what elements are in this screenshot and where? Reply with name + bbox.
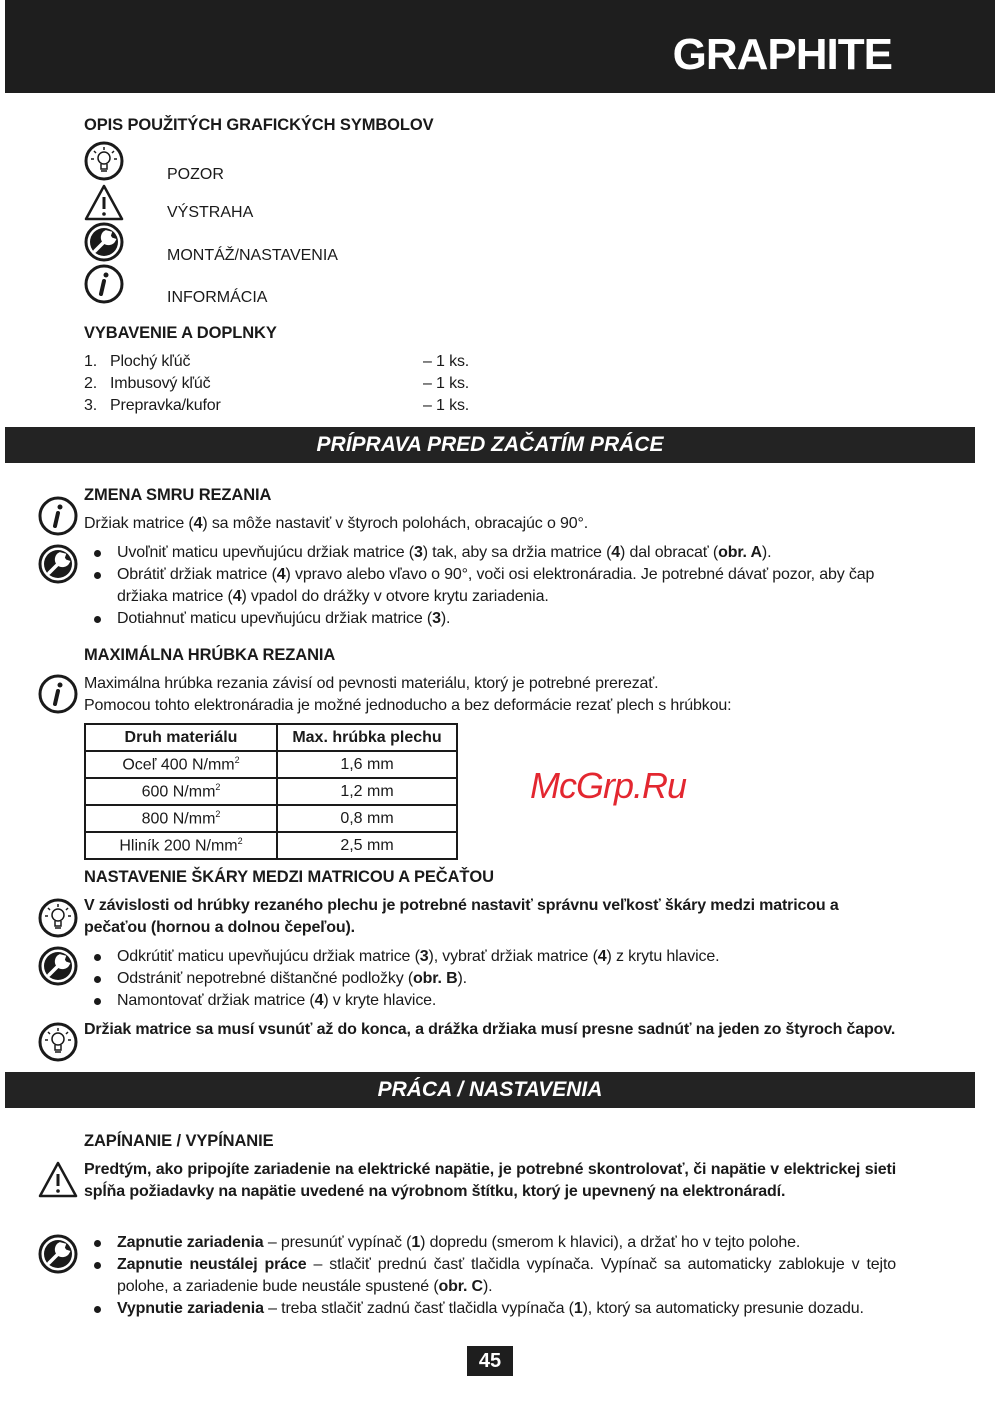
text-segment: – stlačiť prednú časť tlačidla vypínača. Vypínač sa automaticky zablokuje v tejto polohe, a zariadenie bude neustále spustené ( bbox=[117, 1256, 897, 1295]
text-segment: ). bbox=[457, 970, 467, 987]
text-segment: – treba stlačiť zadnú časť tlačidla vypínača ( bbox=[263, 1300, 574, 1317]
symbol-label: VÝSTRAHA bbox=[167, 204, 254, 221]
text-line: Maximálna hrúbka rezania závisí od pevnosti materiálu, ktorý je potrebné prerezať. bbox=[84, 675, 659, 692]
bold-text: obr. A bbox=[718, 544, 762, 561]
bold-text: 3 bbox=[413, 544, 423, 561]
table-header-row bbox=[85, 724, 457, 751]
text-segment: ). bbox=[482, 1278, 493, 1295]
material-cell bbox=[85, 751, 277, 778]
list-item bbox=[94, 990, 896, 1012]
text-line: Pomocou tohto elektronáradia je možné jednoducho a bez deformácie rezať plech s hrúbkou: bbox=[84, 697, 732, 714]
list-item bbox=[84, 351, 484, 373]
item-name: Prepravka/kufor bbox=[110, 397, 221, 414]
gap-setting-steps bbox=[94, 946, 896, 1012]
switching-steps bbox=[94, 1232, 896, 1320]
watermark: McGrp.Ru bbox=[530, 765, 687, 806]
text-segment: Uvoľniť maticu upevňujúcu držiak matrice ( bbox=[117, 544, 414, 561]
bold-text: 4 bbox=[314, 992, 324, 1009]
wrench-icon bbox=[38, 544, 78, 584]
bold-text: obr. B bbox=[413, 970, 458, 987]
wrench-icon bbox=[84, 222, 124, 262]
list-item bbox=[94, 1232, 896, 1254]
equipment-heading: VYBAVENIE A DOPLNKY bbox=[84, 324, 277, 342]
text-segment: ) sa môže nastaviť v štyroch polohách, obracajúc o 90°. bbox=[202, 515, 589, 532]
warning-icon bbox=[38, 1160, 78, 1200]
equipment-list bbox=[84, 351, 484, 417]
table-row bbox=[85, 832, 457, 859]
superscript: 2 bbox=[237, 835, 243, 846]
wrench-icon bbox=[38, 946, 78, 986]
list-item bbox=[94, 946, 896, 968]
superscript: 2 bbox=[234, 754, 240, 765]
page-number: 45 bbox=[467, 1346, 513, 1376]
text-segment: ). bbox=[761, 544, 772, 561]
list-item bbox=[94, 542, 896, 564]
section-bar-operation: PRÁCA / NASTAVENIA bbox=[5, 1072, 975, 1108]
cut-direction-steps bbox=[94, 542, 896, 630]
text-segment: – presunúť vypínač ( bbox=[263, 1234, 412, 1251]
bold-text: 3 bbox=[432, 610, 441, 627]
bold-text: 4 bbox=[611, 544, 621, 561]
thickness-cell: 1,2 mm bbox=[277, 778, 457, 805]
list-item bbox=[84, 395, 484, 417]
item-number: 2. bbox=[84, 375, 98, 392]
text-segment: Namontovať držiak matrice ( bbox=[117, 992, 315, 1009]
cut-direction-heading: ZMENA SMRU REZANIA bbox=[84, 486, 272, 504]
bold-text: obr. C bbox=[438, 1278, 483, 1295]
text-segment: Obrátiť držiak matrice ( bbox=[117, 566, 277, 583]
text-segment: Odstrániť nepotrebné dištančné podložky ( bbox=[117, 970, 414, 987]
material-cell bbox=[85, 805, 277, 832]
material-text: Oceľ 400 N/mm bbox=[122, 756, 235, 774]
table-row bbox=[85, 751, 457, 778]
brand-logo: GRAPHITE bbox=[672, 30, 892, 79]
text-segment: ) tak, aby sa držia matrice ( bbox=[422, 544, 612, 561]
bold-text: Zapnutie zariadenia bbox=[117, 1234, 264, 1251]
item-qty: – 1 ks. bbox=[423, 397, 470, 414]
list-item bbox=[84, 373, 484, 395]
thickness-cell: 2,5 mm bbox=[277, 832, 457, 859]
item-qty: – 1 ks. bbox=[423, 375, 470, 392]
gap-setting-note: V závislosti od hrúbky rezaného plechu je potrebné nastaviť správnu veľkosť škáry medzi matricou a pečaťou (hornou a dolnou čepeľou). bbox=[84, 897, 839, 936]
switching-warning: Predtým, ako pripojíte zariadenie na elektrické napätie, je potrebné skontrolovať, či napätie v elektrickej sieti spĺňa požiadavky na napätie uvedené na výrobnom štítku, ktorý je upevnený na elektronáradí. bbox=[84, 1161, 896, 1200]
text-segment: ) z krytu hlavice. bbox=[606, 948, 720, 965]
bold-text: Vypnutie zariadenia bbox=[117, 1300, 264, 1317]
symbol-label: POZOR bbox=[167, 166, 224, 183]
item-number: 3. bbox=[84, 397, 98, 414]
text-segment: ) vpadol do drážky v otvore krytu zariadenia. bbox=[241, 588, 549, 605]
switching-heading: ZAPÍNANIE / VYPÍNANIE bbox=[84, 1132, 274, 1150]
table-row bbox=[85, 778, 457, 805]
material-text: 600 N/mm bbox=[141, 783, 216, 801]
table-row bbox=[85, 805, 457, 832]
thickness-cell: 0,8 mm bbox=[277, 805, 457, 832]
thickness-table bbox=[84, 723, 458, 860]
text-segment: Držiak matrice ( bbox=[84, 515, 194, 532]
text-segment: ). bbox=[440, 610, 451, 627]
bold-text: Zapnutie neustálej práce bbox=[117, 1256, 307, 1273]
column-header: Max. hrúbka plechu bbox=[277, 724, 457, 751]
lightbulb-icon bbox=[38, 1022, 78, 1062]
text-segment: ) dal obracať ( bbox=[620, 544, 719, 561]
list-item bbox=[94, 1254, 896, 1298]
max-thickness-text bbox=[84, 673, 896, 717]
section-bar-preparation: PRÍPRAVA PRED ZAČATÍM PRÁCE bbox=[5, 427, 975, 463]
max-thickness-heading: MAXIMÁLNA HRÚBKA REZANIA bbox=[84, 646, 336, 664]
bold-text: 4 bbox=[193, 515, 203, 532]
bold-text: 1 bbox=[411, 1234, 421, 1251]
bold-text: 1 bbox=[573, 1300, 583, 1317]
lightbulb-icon bbox=[84, 141, 124, 181]
material-text: Hliník 200 N/mm bbox=[119, 837, 238, 855]
gap-setting-note: Držiak matrice sa musí vsunúť až do konca, a drážka držiaka musí presne sadnúť na jeden zo štyroch čapov. bbox=[84, 1021, 896, 1038]
item-number: 1. bbox=[84, 353, 98, 370]
item-qty: – 1 ks. bbox=[423, 353, 470, 370]
warning-icon bbox=[84, 183, 124, 223]
bold-text: 4 bbox=[276, 566, 286, 583]
superscript: 2 bbox=[215, 781, 221, 792]
text-segment: ), vybrať držiak matrice ( bbox=[428, 948, 598, 965]
column-header: Druh materiálu bbox=[85, 724, 277, 751]
item-name: Imbusový kľúč bbox=[110, 375, 211, 392]
symbol-label: INFORMÁCIA bbox=[167, 289, 268, 306]
bold-text: 4 bbox=[232, 588, 242, 605]
list-item bbox=[94, 608, 896, 630]
symbols-heading: OPIS POUŽITÝCH GRAFICKÝCH SYMBOLOV bbox=[84, 116, 434, 134]
text-segment: Dotiahnuť maticu upevňujúcu držiak matrice ( bbox=[117, 610, 433, 627]
thickness-cell: 1,6 mm bbox=[277, 751, 457, 778]
text-segment: Odkrútiť maticu upevňujúcu držiak matrice ( bbox=[117, 948, 420, 965]
wrench-icon bbox=[38, 1234, 78, 1274]
bold-text: 3 bbox=[419, 948, 429, 965]
item-name: Plochý kľúč bbox=[110, 353, 191, 370]
superscript: 2 bbox=[215, 808, 221, 819]
lightbulb-icon bbox=[38, 898, 78, 938]
bold-text: 4 bbox=[597, 948, 607, 965]
cut-direction-info bbox=[84, 513, 896, 535]
symbol-label: MONTÁŽ/NASTAVENIA bbox=[167, 247, 338, 264]
material-cell bbox=[85, 778, 277, 805]
text-segment: ) dopredu (smerom k hlavici), a držať ho v tejto polohe. bbox=[420, 1234, 801, 1251]
list-item bbox=[94, 564, 896, 608]
material-cell bbox=[85, 832, 277, 859]
page-header bbox=[5, 0, 995, 93]
material-text: 800 N/mm bbox=[141, 810, 216, 828]
text-segment: ) v kryte hlavice. bbox=[323, 992, 437, 1009]
info-icon bbox=[38, 496, 78, 536]
info-icon bbox=[38, 674, 78, 714]
list-item bbox=[94, 1298, 896, 1320]
text-segment: ), ktorý sa automaticky presunie dozadu. bbox=[582, 1300, 864, 1317]
text-segment: ) vpravo alebo vľavo o 90°, voči osi elektronáradia. Je potrebné dávať pozor, aby čap držiaka matrice ( bbox=[117, 566, 875, 605]
info-icon bbox=[84, 264, 124, 304]
gap-setting-heading: NASTAVENIE ŠKÁRY MEDZI MATRICOU A PEČAŤOU bbox=[84, 868, 494, 886]
list-item bbox=[94, 968, 896, 990]
